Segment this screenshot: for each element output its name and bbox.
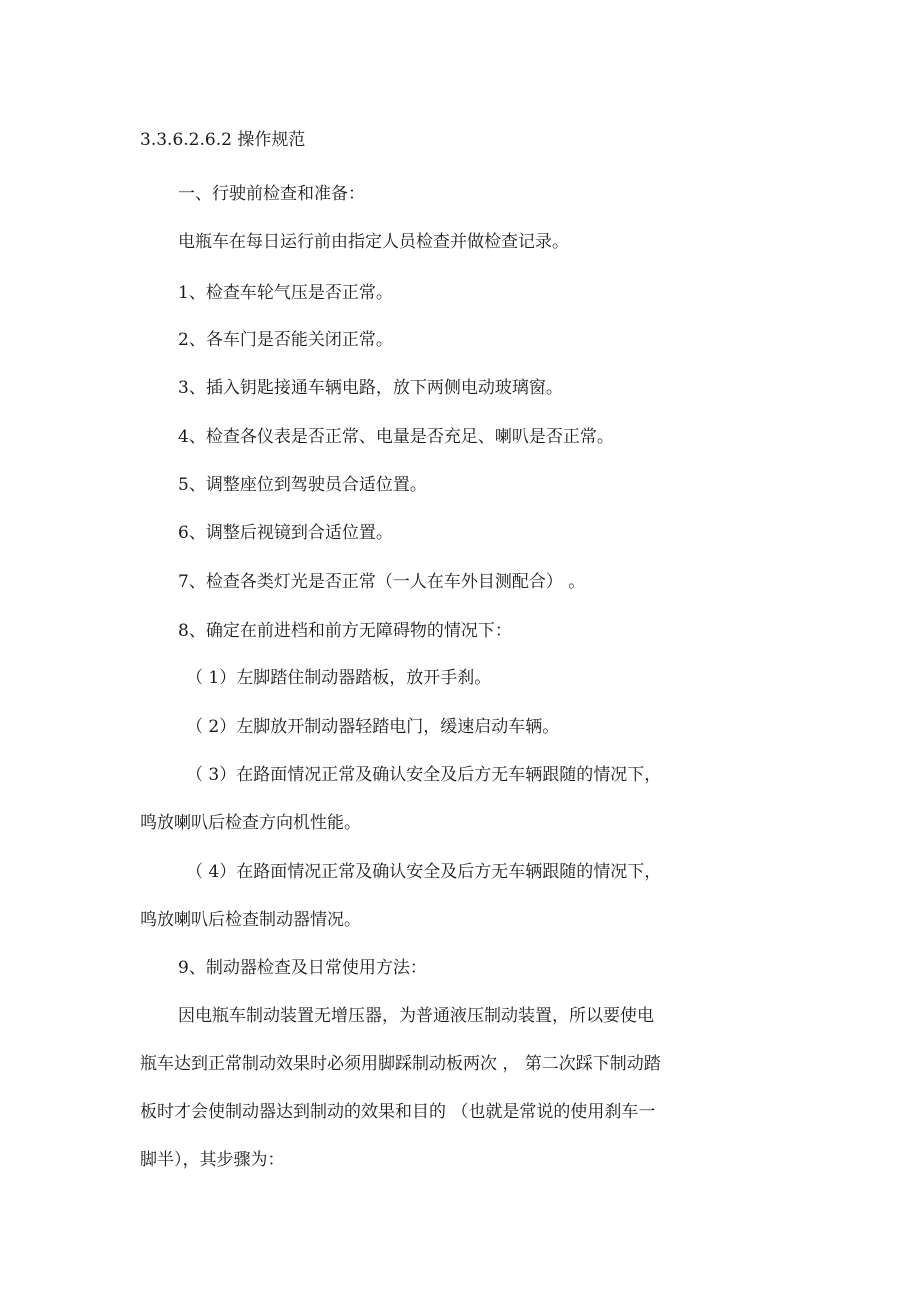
paragraph-line: 1、检查车轮气压是否正常。: [178, 283, 393, 303]
paragraph-line: （ 4）在路面情况正常及确认安全及后方无车辆跟随的情况下，: [186, 862, 662, 882]
paragraph-line: 鸣放喇叭后检查制动器情况。: [140, 910, 361, 930]
paragraph-line: 4、检查各仪表是否正常、电量是否充足、喇叭是否正常。: [178, 427, 614, 447]
section-heading: 3.3.6.2.6.2 操作规范: [140, 130, 306, 150]
paragraph-line: （ 2）左脚放开制动器轻踏电门，缓速启动车辆。: [186, 717, 560, 737]
paragraph-line: 瓶车达到正常制动效果时必须用脚踩制动板两次 ， 第二次踩下制动踏: [140, 1054, 661, 1074]
paragraph-line: 电瓶车在每日运行前由指定人员检查并做检查记录。: [178, 232, 569, 252]
paragraph-line: 鸣放喇叭后检查方向机性能。: [140, 813, 361, 833]
paragraph-line: 7、检查各类灯光是否正常（一人在车外目测配合） 。: [178, 572, 586, 592]
paragraph-line: 3、插入钥匙接通车辆电路，放下两侧电动玻璃窗。: [178, 378, 563, 398]
paragraph-line: 一、行驶前检查和准备：: [178, 184, 365, 204]
paragraph-line: 6、调整后视镜到合适位置。: [178, 523, 393, 543]
paragraph-line: 脚半），其步骤为：: [140, 1150, 285, 1170]
paragraph-line: 板时才会使制动器达到制动的效果和目的 （也就是常说的使用刹车一: [140, 1102, 656, 1122]
paragraph-line: 因电瓶车制动装置无增压器，为普通液压制动装置，所以要使电: [178, 1006, 654, 1026]
paragraph-line: 2、各车门是否能关闭正常。: [178, 330, 393, 350]
paragraph-line: （ 3）在路面情况正常及确认安全及后方无车辆跟随的情况下，: [186, 765, 662, 785]
paragraph-line: 5、调整座位到驾驶员合适位置。: [178, 475, 427, 495]
paragraph-line: 8、确定在前进档和前方无障碍物的情况下：: [178, 621, 512, 641]
paragraph-line: （ 1）左脚踏住制动器踏板，放开手刹。: [186, 668, 492, 688]
paragraph-line: 9、制动器检查及日常使用方法：: [178, 958, 427, 978]
